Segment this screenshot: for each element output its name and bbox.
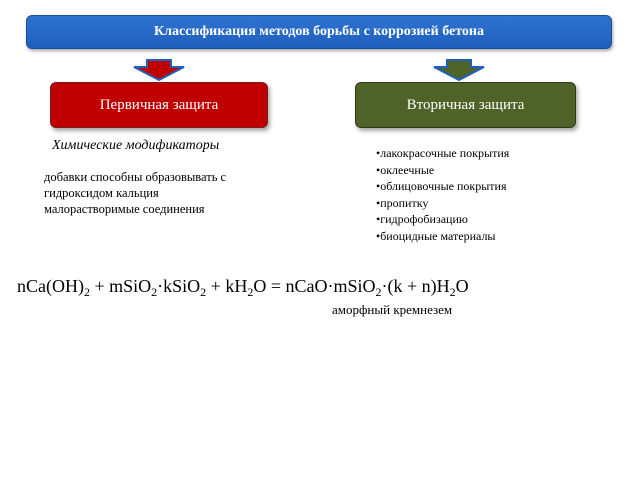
formula-part: + kH (206, 276, 248, 296)
formula-subscript: 2 (449, 285, 456, 299)
formula-part: O (455, 276, 469, 296)
description-line: малорастворимые соединения (44, 202, 205, 216)
formula-part: O = nCaO·mSiO (253, 276, 376, 296)
list-item: •биоцидные материалы (376, 228, 496, 243)
list-item: •облицовочные покрытия (376, 179, 507, 194)
formula-subscript: 2 (247, 285, 254, 299)
list-item: •оклеечные (376, 162, 435, 177)
arrow-down-right-icon (433, 59, 485, 81)
formula-subscript: 2 (151, 285, 158, 299)
chemical-equation (17, 276, 469, 297)
formula-part: nCa(OH) (17, 276, 84, 296)
amorphous-silica-caption: аморфный кремнезем (332, 302, 453, 317)
formula-part: + mSiO (89, 276, 152, 296)
list-item: •гидрофобизацию (376, 212, 468, 227)
title-banner (26, 15, 612, 49)
arrow-left-shape (134, 60, 184, 80)
formula-part: ·(k + n)H (381, 276, 450, 296)
secondary-methods-list (376, 145, 509, 245)
arrow-right-shape (434, 60, 484, 80)
list-item: •пропитку (376, 195, 429, 210)
formula-part: ·kSiO (157, 276, 201, 296)
primary-description (44, 169, 226, 217)
arrow-down-left-icon (133, 59, 185, 81)
list-item: •лакокрасочные покрытия (376, 146, 510, 160)
formula-subscript: 2 (83, 285, 90, 299)
formula-subscript: 2 (375, 285, 382, 299)
description-line: добавки способны образовывать с (44, 170, 227, 184)
primary-protection-box (50, 82, 268, 128)
secondary-protection-label: Вторичная защита (406, 96, 525, 113)
chemical-modifiers-heading: Химические модификаторы (52, 138, 220, 153)
title-text: Классификация методов борьбы с коррозией бетона (153, 24, 484, 39)
secondary-protection-box (355, 82, 576, 128)
description-line: гидроксидом кальция (44, 186, 159, 200)
primary-protection-label: Первичная защита (99, 96, 219, 113)
formula-subscript: 2 (200, 285, 207, 299)
